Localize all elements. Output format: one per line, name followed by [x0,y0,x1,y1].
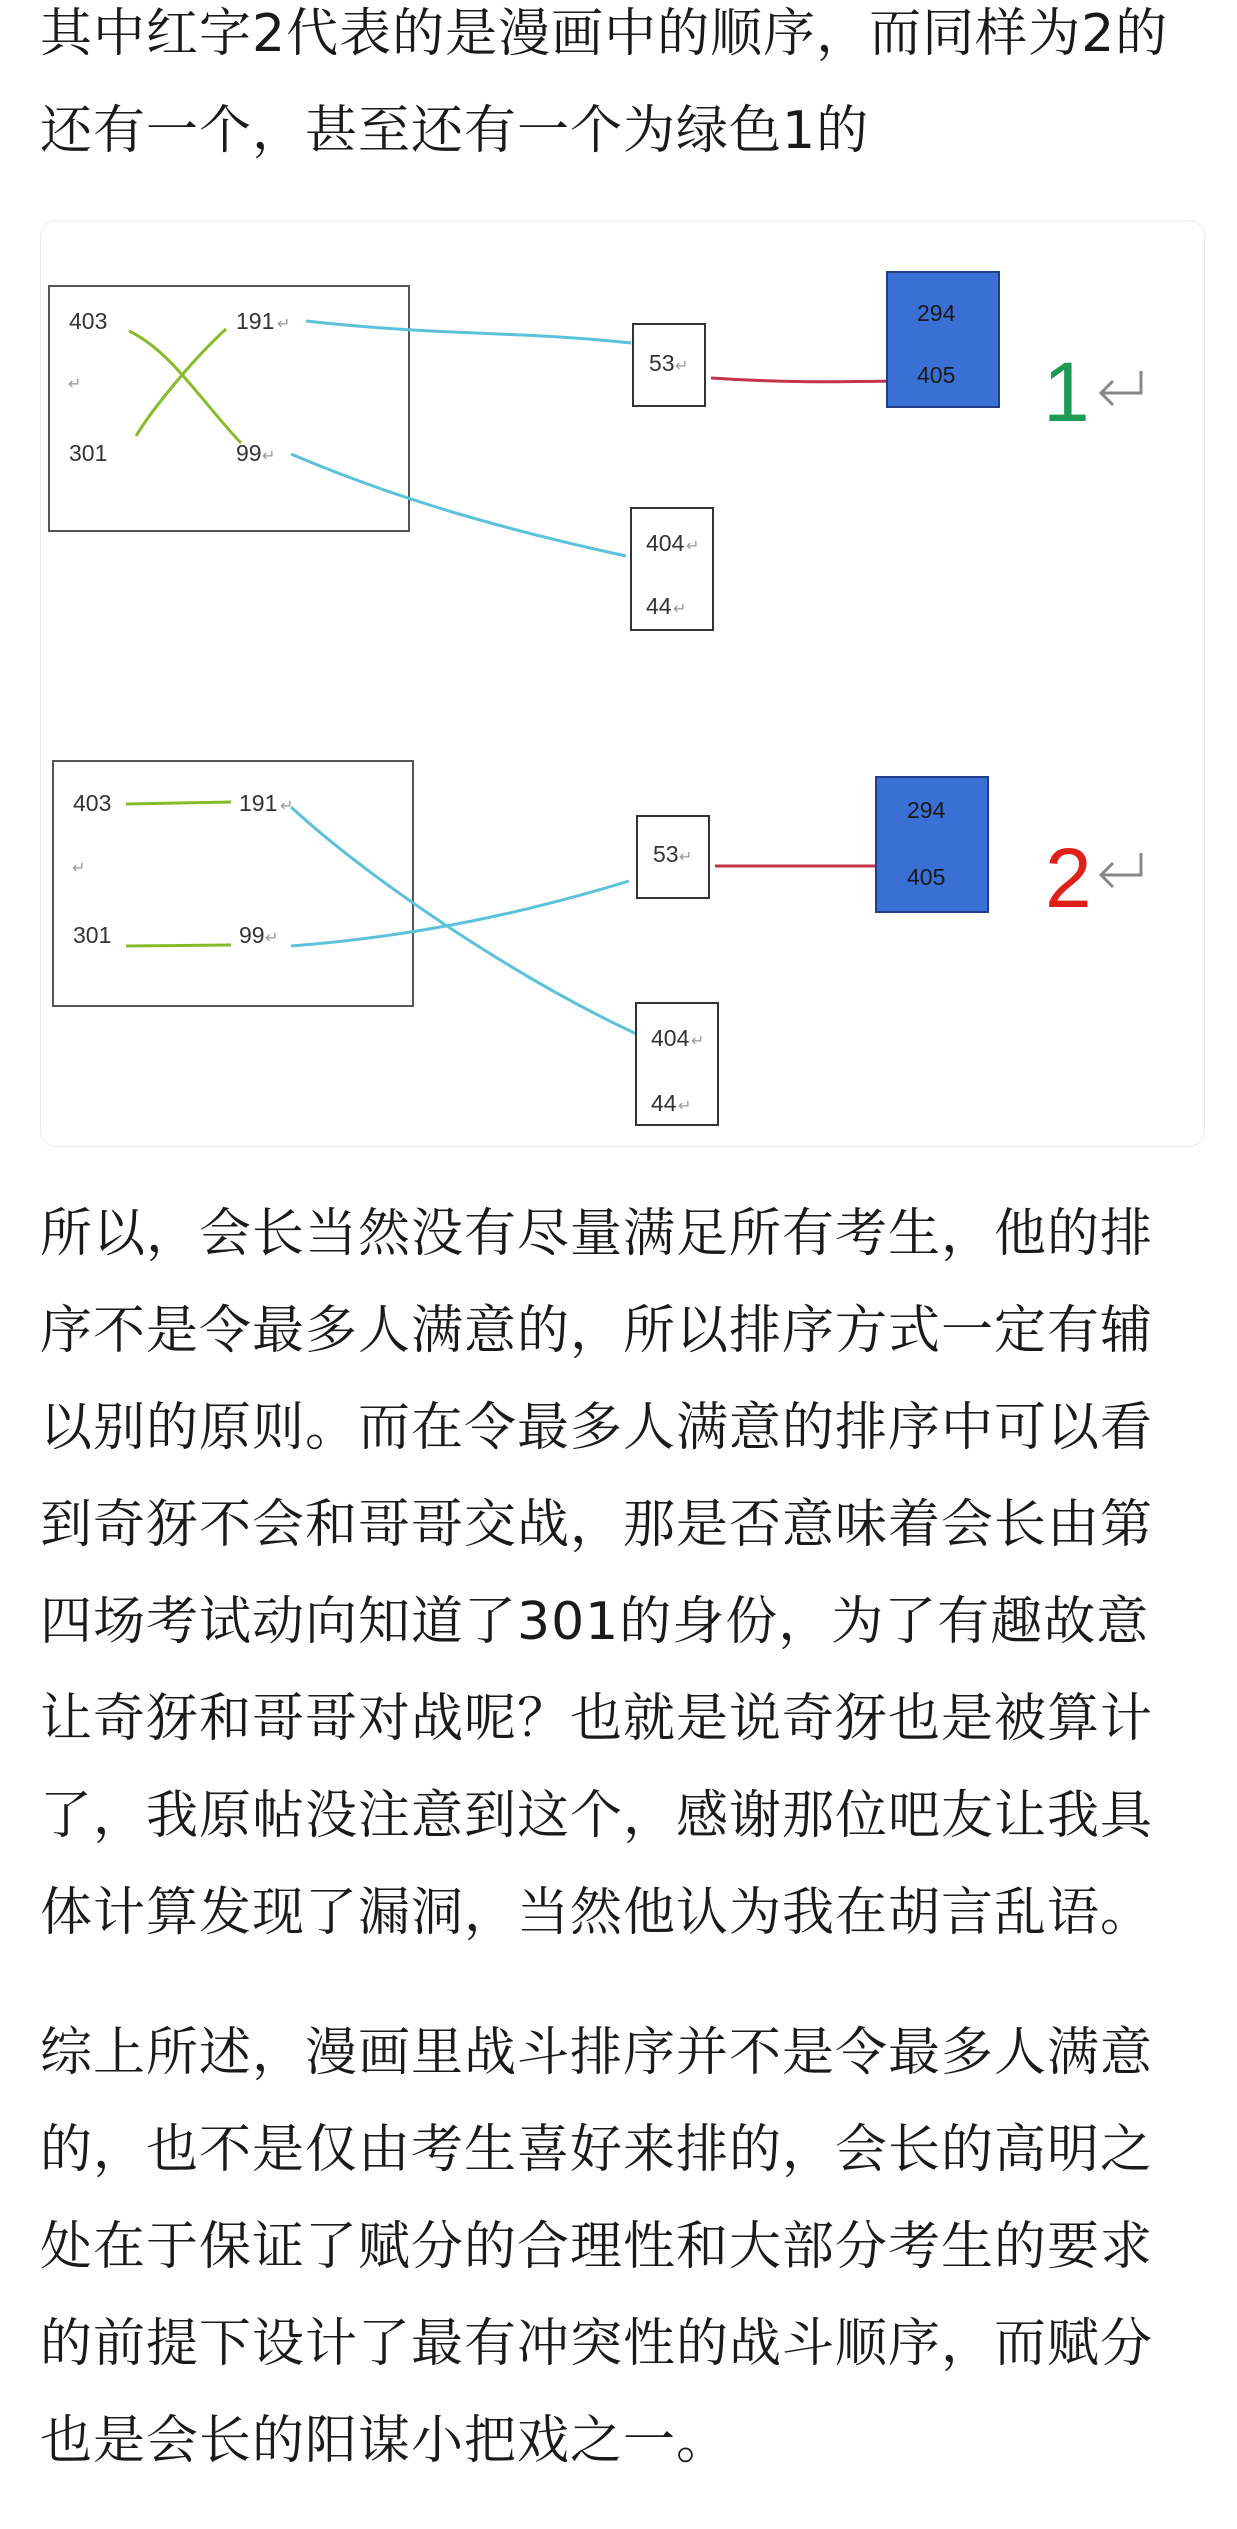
d2-label-404: 404 [651,1025,690,1051]
d2-label-301: 301 [73,922,112,948]
d1-lower-box [631,508,713,630]
d1-label-404: 404 [646,530,685,556]
d2-return-mark: ↵ [72,858,86,877]
d1-green-cross-line-a [129,331,241,443]
conclusion-paragraph: 综上所述，漫画里战斗排序并不是令最多人满意的，也不是仅由考生喜好来排的，会长的高明之处在于保证了赋分的合理性和大部分考生的要求的前提下设计了最有冲突性的战斗顺序，而赋分也是会长的阳谋小把戏之一。 [40,2023,1154,2471]
d1-label-44: 44 [646,593,672,619]
ranking-diagram-figure[interactable] [40,220,1205,1147]
d2-return-mark-404: ↵ [691,1031,705,1050]
intro-paragraph: 其中红字2代表的是漫画中的顺序，而同样为2的还有一个，甚至还有一个为绿色1的 [40,4,1169,161]
d1-order-marker: 1 [1043,345,1090,439]
d1-return-mark-53: ↵ [675,356,689,375]
d1-return-arrow-icon [1101,371,1141,405]
d2-label-44: 44 [651,1090,677,1116]
d2-label-99: 99 [239,922,265,948]
d1-label-294: 294 [917,300,956,326]
d1-label-301: 301 [69,440,108,466]
d2-label-191: 191 [239,790,278,816]
d1-label-405: 405 [917,362,956,388]
d1-return-mark-191: ↵ [277,314,291,333]
d2-label-403: 403 [73,790,112,816]
d1-label-191: 191 [236,308,275,334]
d2-order-marker: 2 [1045,831,1092,925]
d2-label-53: 53 [653,841,679,867]
ranking-diagram [41,221,1204,1146]
d1-blue-line-99-404 [291,454,626,556]
d2-green-line-top [126,802,231,804]
d2-return-mark-191: ↵ [280,796,294,815]
d2-label-294: 294 [907,797,946,823]
d1-return-mark-404: ↵ [686,536,700,555]
d1-label-99: 99 [236,440,262,466]
d2-return-arrow-icon [1101,853,1141,887]
d1-return-mark-44: ↵ [673,599,687,618]
diagram-1 [49,272,1141,630]
d1-return-mark-99: ↵ [262,446,276,465]
d2-return-mark-99: ↵ [265,928,279,947]
diagram-2 [53,761,1141,1125]
d1-blue-line-191-53 [306,321,631,343]
d2-green-line-bottom [126,945,231,946]
d2-label-405: 405 [907,864,946,890]
d1-label-53: 53 [649,350,675,376]
d1-return-mark: ↵ [68,374,82,393]
d2-return-mark-44: ↵ [678,1096,692,1115]
d1-label-403: 403 [69,308,108,334]
d1-red-line [711,378,909,382]
d2-lower-box [636,1003,718,1125]
d2-return-mark-53: ↵ [679,847,693,866]
analysis-paragraph: 所以，会长当然没有尽量满足所有考生，他的排序不是令最多人满意的，所以排序方式一定有辅以别的原则。而在令最多人满意的排序中可以看到奇犽不会和哥哥交战，那是否意味着会长由第四场考试动向知道了301的身份，为了有趣故意让奇犽和哥哥对战呢？也就是说奇犽也是被算计了，我原帖没注意到这个，感谢那位吧友让我具体计算发现了漏洞，当然他认为我在胡言乱语。 [40,1204,1154,1943]
